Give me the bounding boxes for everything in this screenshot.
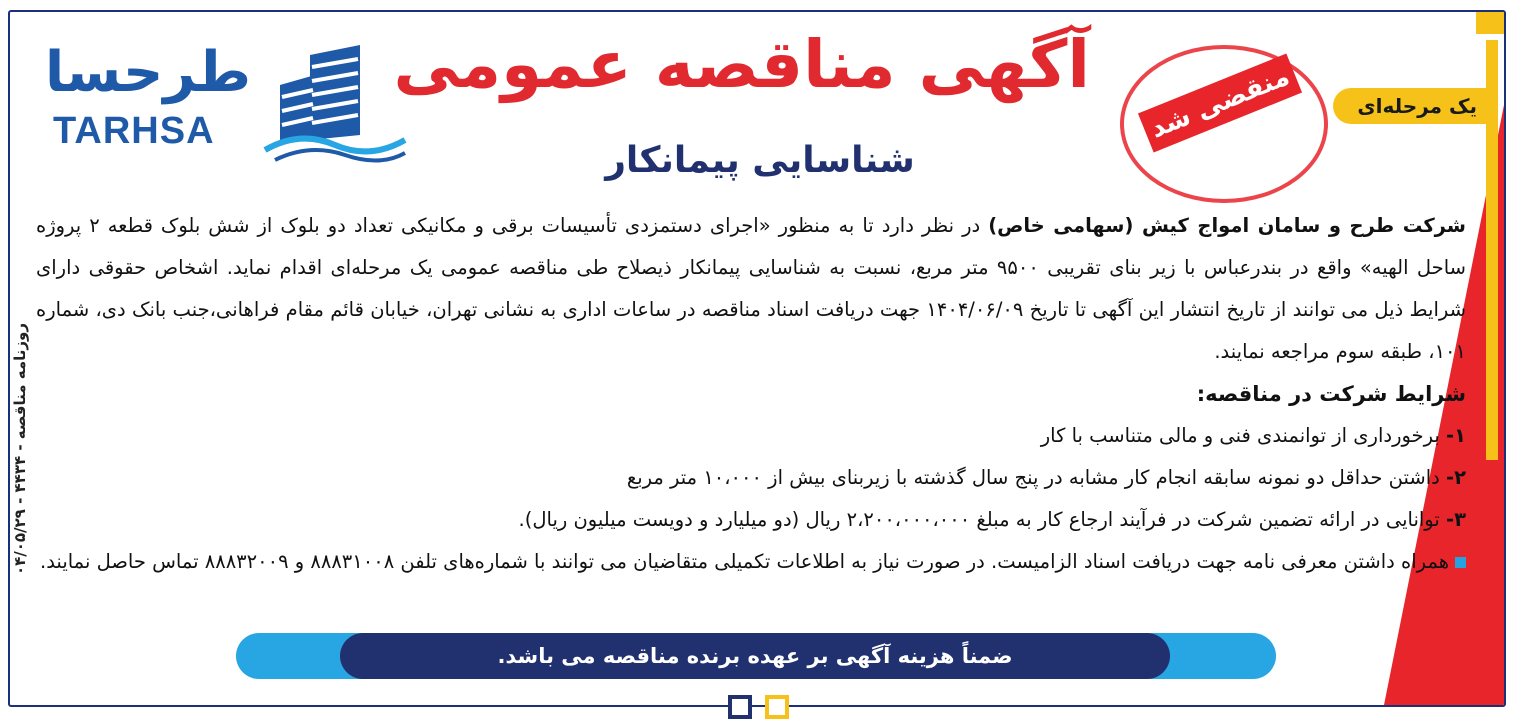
page-title: آگهی مناقصه عمومی: [393, 26, 1090, 103]
expired-stamp: منقضی شد: [1138, 54, 1302, 153]
newspaper-side-label: روزنامه مناقصه - ۴۴۳۴ - ۰۴/۰۵/۲۹: [11, 322, 29, 576]
tarhsa-logo: [45, 40, 415, 170]
logo-persian-text: طرحسا: [45, 40, 251, 105]
yellow-corner-decoration: [1476, 12, 1504, 34]
announcement-body: [36, 205, 1466, 583]
navy-square-decoration: [728, 695, 752, 719]
intro-paragraph: [36, 205, 1466, 373]
condition-item: ۱- برخورداری از توانمندی فنی و مالی متناسب با کار: [1040, 424, 1466, 447]
logo-english-text: TARHSA: [53, 110, 215, 152]
condition-item: ۲- داشتن حداقل دو نمونه سابقه انجام کار مشابه در پنج سال گذشته با زیربنای بیش از ۱۰،۰۰۰ متر مربع: [626, 466, 1466, 489]
yellow-square-decoration: [765, 695, 789, 719]
page-subtitle: شناسایی پیمانکار: [605, 140, 915, 181]
stage-badge: یک مرحله‌ای: [1333, 88, 1495, 124]
footer-note: ضمناً هزینه آگهی بر عهده برنده مناقصه می باشد.: [340, 633, 1170, 679]
square-bullet-icon: [1455, 557, 1466, 568]
contact-note: همراه داشتن معرفی نامه جهت دریافت اسناد الزامیست. در صورت نیاز به اطلاعات تکمیلی متقاضیان می توانند با شماره‌های تلفن ۸۸۸۳۱۰۰۸ و ۸۸۸۳۲۰۰۹ تماس حاصل نمایند.: [36, 541, 1466, 583]
condition-item: ۳- توانایی در ارائه تضمین شرکت در فرآیند ارجاع کار به مبلغ ۲،۲۰۰،۰۰۰،۰۰۰ ریال (دو میلیارد و دویست میلیون ریال).: [518, 508, 1466, 531]
intro-text: در نظر دارد تا به منظور «اجرای دستمزدی تأسیسات برقی و مکانیکی تعداد دو بلوک از شش بلوک قطعه ۲ پروژه ساحل الهیه» واقع در بندرعباس با زیر بنای تقریبی ۹۵۰۰ متر مربع، نسبت به شناسایی پیمانکار ذیصلاح طی مناقصه عمومی یک مرحله‌ای اقدام نماید. اشخاص حقوقی دارای شرایط ذیل می توانند از تاریخ انتشار این آگهی تا تاریخ ۱۴۰۴/۰۶/۰۹ جهت دریافت اسناد مناقصه در ساعات اداری به نشانی تهران، خیابان قائم مقام فراهانی،جنب بانک دی، شماره ۱۰۱، طبقه سوم مراجعه نمایند.: [36, 214, 1466, 363]
conditions-heading: شرایط شرکت در مناقصه:: [1196, 382, 1466, 406]
company-name: شرکت طرح و سامان امواج کیش (سهامی خاص): [988, 214, 1466, 237]
building-logo-icon: [260, 45, 410, 165]
